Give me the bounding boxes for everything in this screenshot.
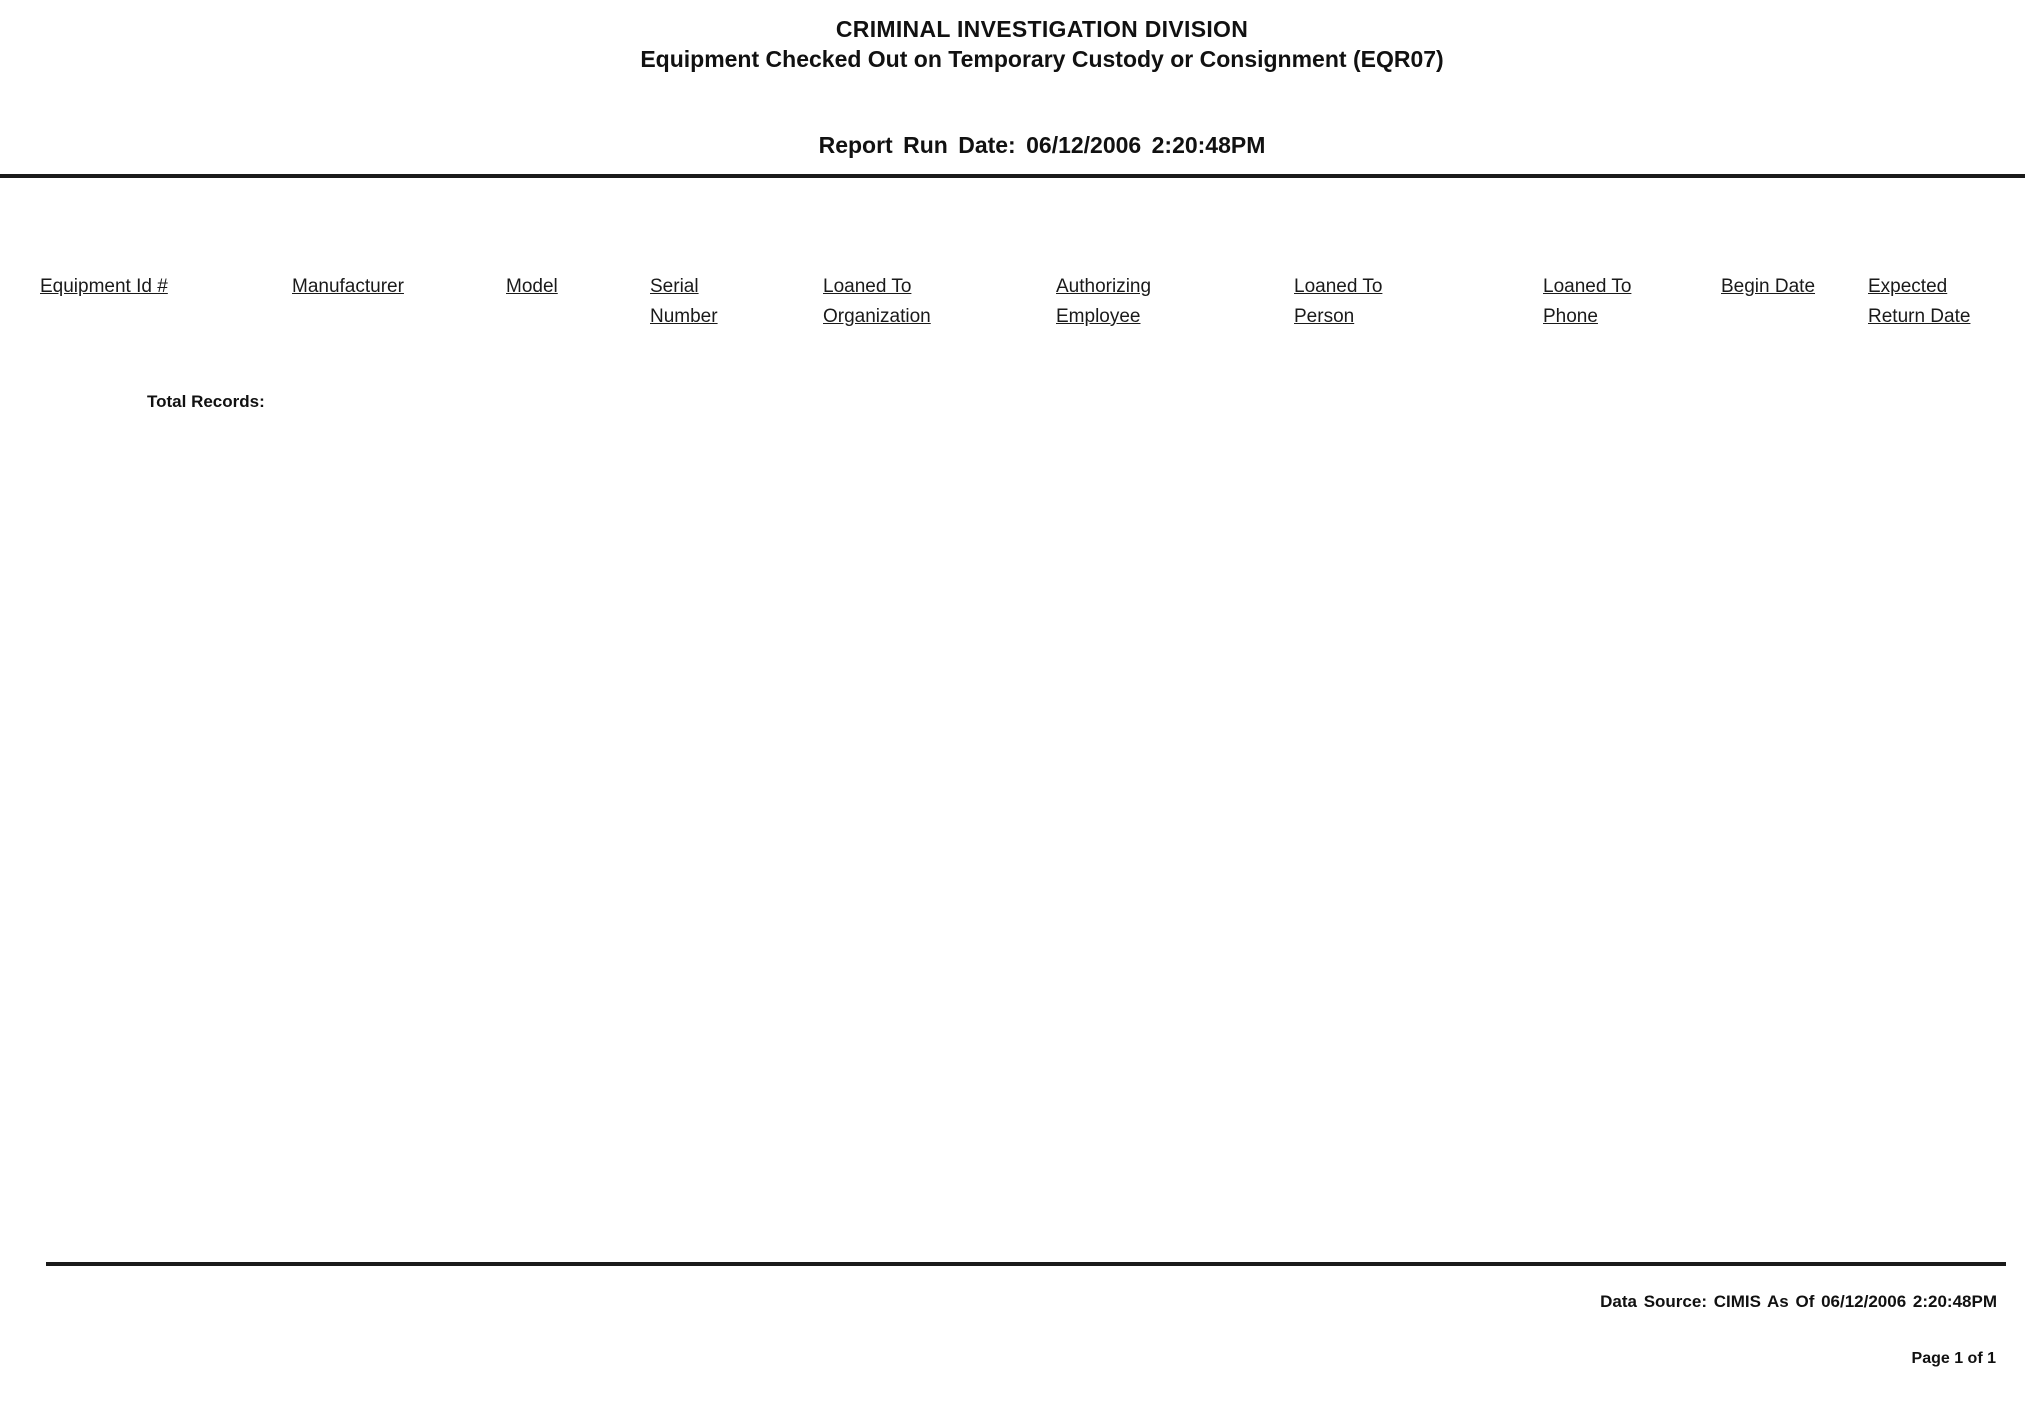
column-header-serial-number: Serial Number [650, 276, 718, 327]
column-header-equipment-id: Equipment Id # [40, 276, 168, 297]
total-records-label: Total Records: [147, 392, 265, 411]
data-source: Data Source: CIMIS As Of 06/12/2006 2:20:48PM [1600, 1292, 1997, 1311]
column-header-loaned-to-phone: Loaned To Phone [1543, 276, 1632, 327]
column-header-loaned-to-organization: Loaned To Organization [823, 276, 931, 327]
bottom-divider [46, 1262, 2006, 1266]
column-header-begin-date: Begin Date [1721, 276, 1816, 297]
column-header-manufacturer: Manufacturer [292, 276, 404, 297]
column-header-expected-return-date: Expected Return Date [1868, 276, 1971, 327]
column-header-authorizing-employee: Authorizing Employee [1056, 276, 1152, 327]
report-title: CRIMINAL INVESTIGATION DIVISION [835, 16, 1249, 42]
column-header-model: Model [506, 276, 558, 297]
top-divider [0, 174, 2025, 178]
report-run-date: Report Run Date: 06/12/2006 2:20:48PM [818, 132, 1266, 158]
column-header-loaned-to-person: Loaned To Person [1294, 276, 1383, 327]
page-number: Page 1 of 1 [1911, 1350, 1996, 1367]
report-subtitle: Equipment Checked Out on Temporary Custody or Consignment (EQR07) [640, 46, 1444, 72]
report-header [0, 14, 2025, 74]
